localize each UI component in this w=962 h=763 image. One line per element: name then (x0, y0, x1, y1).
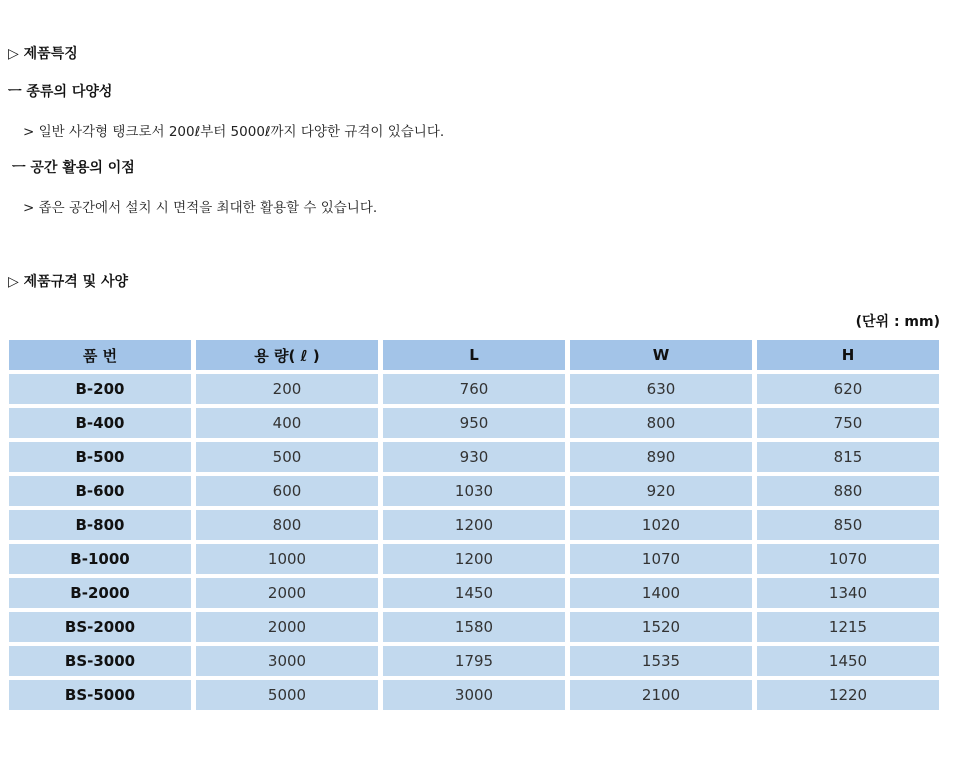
table-row (9, 544, 939, 574)
header-model: 품 번 (9, 340, 191, 370)
cell-model: BS-5000 (9, 680, 191, 710)
cell-model: B-1000 (9, 544, 191, 574)
cell-length: 3000 (383, 680, 565, 710)
cell-model: B-500 (9, 442, 191, 472)
cell-model: B-200 (9, 374, 191, 404)
cell-length: 930 (383, 442, 565, 472)
cell-capacity: 400 (196, 408, 378, 438)
features-title: ▷ 제품특징 (8, 46, 78, 62)
cell-height: 1070 (757, 544, 939, 574)
header-capacity: 용 량( ℓ ) (196, 340, 378, 370)
cell-width: 890 (570, 442, 752, 472)
cell-height: 620 (757, 374, 939, 404)
cell-height: 750 (757, 408, 939, 438)
spec-table (4, 336, 944, 714)
cell-capacity: 5000 (196, 680, 378, 710)
cell-model: BS-3000 (9, 646, 191, 676)
table-row (9, 578, 939, 608)
cell-capacity: 200 (196, 374, 378, 404)
cell-width: 1020 (570, 510, 752, 540)
cell-capacity: 600 (196, 476, 378, 506)
cell-capacity: 500 (196, 442, 378, 472)
cell-width: 920 (570, 476, 752, 506)
cell-width: 1400 (570, 578, 752, 608)
feature-heading-variety: ㅡ 종류의 다양성 (8, 84, 113, 100)
cell-width: 1535 (570, 646, 752, 676)
table-header-row (9, 340, 939, 370)
feature-heading-space: ㅡ 공간 활용의 이점 (12, 160, 135, 176)
cell-capacity: 800 (196, 510, 378, 540)
feature-text-variety: > 일반 사각형 탱크로서 200ℓ부터 5000ℓ까지 다양한 규격이 있습니다. (23, 124, 445, 140)
table-row (9, 612, 939, 642)
table-row (9, 680, 939, 710)
specs-title: ▷ 제품규격 및 사양 (8, 274, 129, 290)
cell-height: 1215 (757, 612, 939, 642)
header-length: L (383, 340, 565, 370)
cell-capacity: 2000 (196, 578, 378, 608)
table-row (9, 408, 939, 438)
cell-capacity: 2000 (196, 612, 378, 642)
cell-model: B-600 (9, 476, 191, 506)
cell-height: 1340 (757, 578, 939, 608)
cell-length: 1200 (383, 544, 565, 574)
cell-model: B-400 (9, 408, 191, 438)
cell-width: 630 (570, 374, 752, 404)
cell-width: 2100 (570, 680, 752, 710)
cell-length: 950 (383, 408, 565, 438)
cell-length: 1795 (383, 646, 565, 676)
cell-height: 850 (757, 510, 939, 540)
unit-label: (단위 : mm) (855, 314, 940, 330)
table-row (9, 646, 939, 676)
feature-text-space: > 좁은 공간에서 설치 시 면적을 최대한 활용할 수 있습니다. (23, 200, 378, 216)
cell-height: 1450 (757, 646, 939, 676)
table-row (9, 442, 939, 472)
cell-length: 760 (383, 374, 565, 404)
cell-model: BS-2000 (9, 612, 191, 642)
header-height: H (757, 340, 939, 370)
cell-width: 1070 (570, 544, 752, 574)
cell-length: 1030 (383, 476, 565, 506)
cell-length: 1450 (383, 578, 565, 608)
cell-height: 815 (757, 442, 939, 472)
cell-width: 1520 (570, 612, 752, 642)
cell-model: B-2000 (9, 578, 191, 608)
cell-length: 1200 (383, 510, 565, 540)
cell-capacity: 1000 (196, 544, 378, 574)
cell-capacity: 3000 (196, 646, 378, 676)
table-row (9, 476, 939, 506)
cell-height: 880 (757, 476, 939, 506)
header-width: W (570, 340, 752, 370)
cell-width: 800 (570, 408, 752, 438)
table-row (9, 374, 939, 404)
table-row (9, 510, 939, 540)
cell-length: 1580 (383, 612, 565, 642)
cell-model: B-800 (9, 510, 191, 540)
cell-height: 1220 (757, 680, 939, 710)
